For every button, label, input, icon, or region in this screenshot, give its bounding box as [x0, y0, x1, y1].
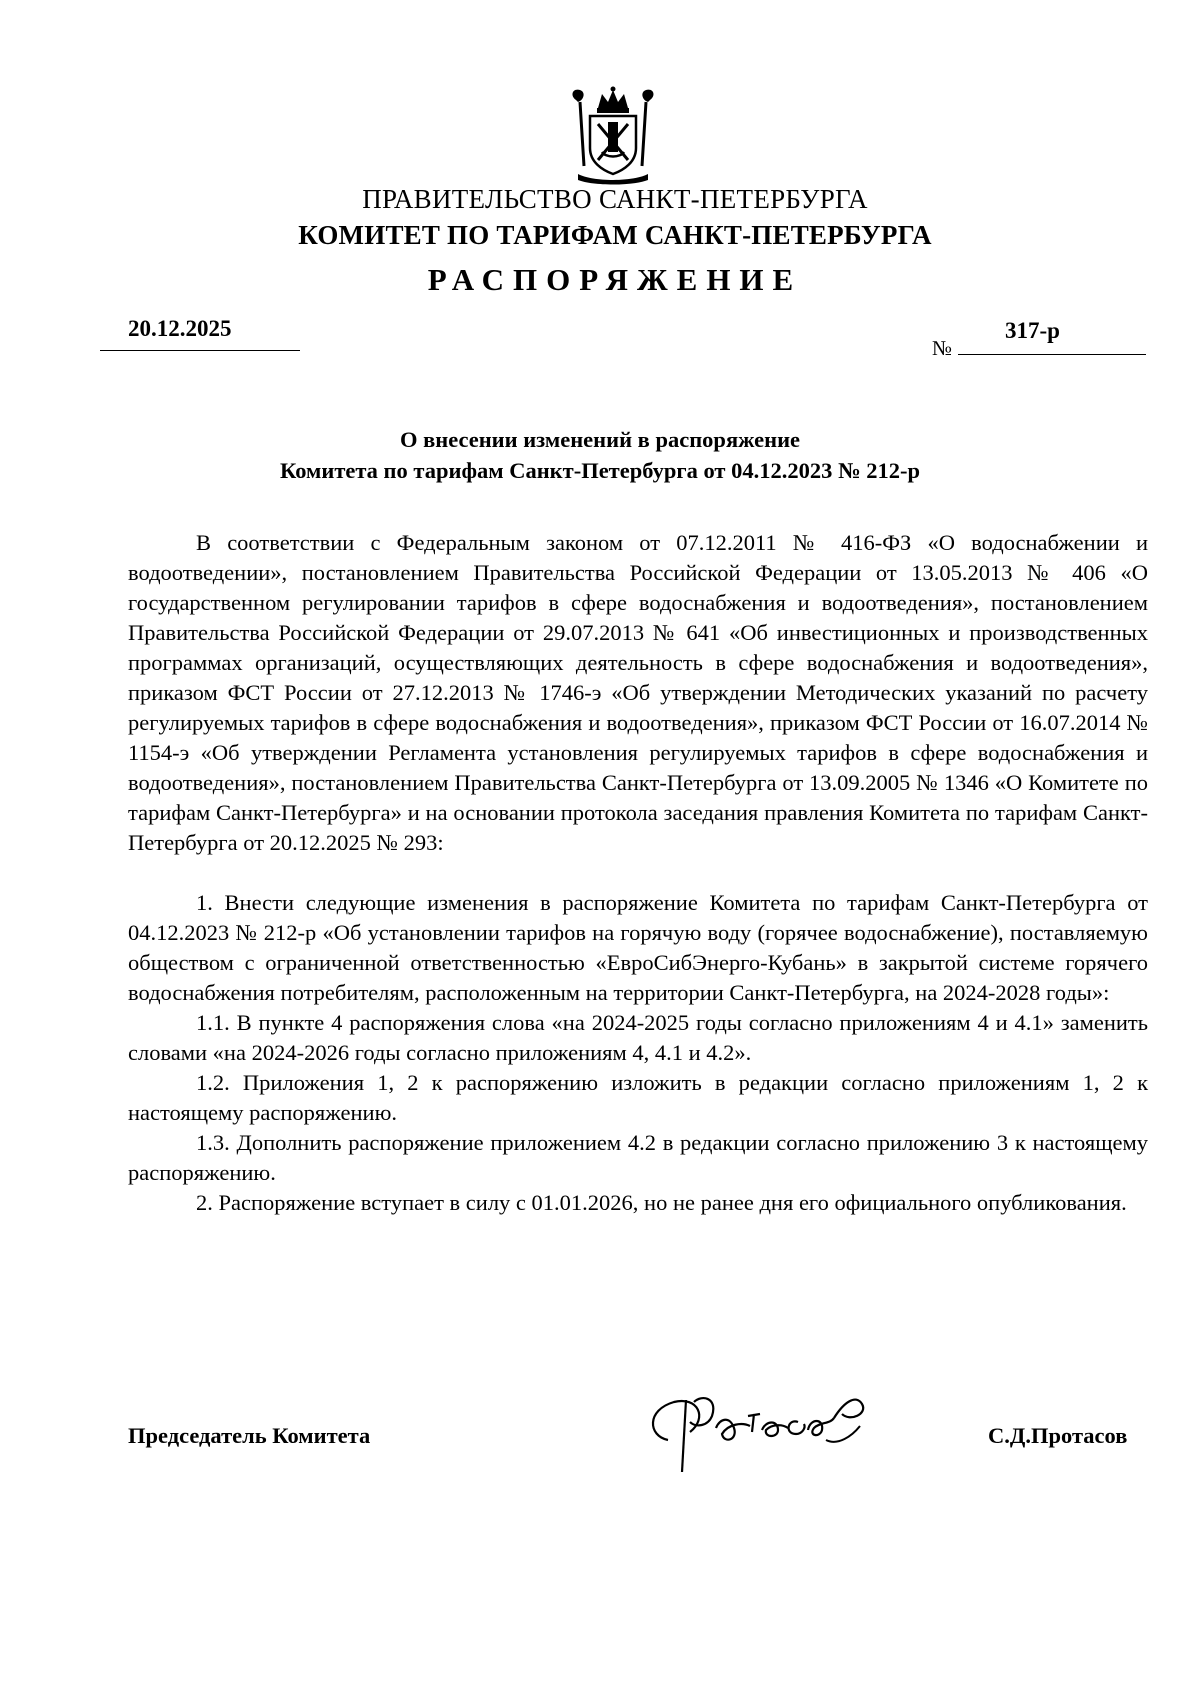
number-underline: [958, 354, 1146, 355]
government-name: ПРАВИТЕЛЬСТВО САНКТ-ПЕТЕРБУРГА: [362, 184, 868, 214]
handwritten-signature: [638, 1388, 893, 1478]
committee-name: КОМИТЕТ ПО ТАРИФАМ САНКТ-ПЕТЕРБУРГА: [298, 220, 932, 250]
document-type: РАСПОРЯЖЕНИЕ: [427, 262, 803, 297]
document-title: [0, 424, 1200, 486]
document-date: 20.12.2025: [128, 316, 232, 341]
saint-petersburg-coat-of-arms-icon: [568, 86, 658, 186]
title-line-2: Комитета по тарифам Санкт-Петербурга от 04.12.2023 № 212-р: [280, 458, 920, 483]
title-line-1: О внесении изменений в распоряжение: [399, 427, 801, 452]
signatory-position: Председатель Комитета: [128, 1423, 371, 1448]
signatory-name: С.Д.Протасов: [988, 1423, 1128, 1448]
preamble-paragraph: В соответствии с Федеральным законом от 07.12.2011 № 416-ФЗ «О водоснабжении и водоотведении», постановлением Правительства Российской Федерации от 13.05.2013 № 406 «О государственном регулировании тарифов в сфере водоснабжения и водоотведения», постановлением Правительства Российской Федерации от 29.07.2013 № 641 «Об инвестиционных и производственных программах организаций, осуществляющих деятельность в сфере водоснабжения и водоотведения», приказом ФСТ России от 27.12.2013 № 1746-э «Об утверждении Методических указаний по расчету регулируемых тарифов в сфере водоснабжения и водоотведения», приказом ФСТ России от 16.07.2014 № 1154-э «Об утверждении Регламента установления регулируемых тарифов в сфере водоснабжения и водоотведения», постановлением Правительства Санкт-Петербурга от 13.09.2005 № 1346 «О Комитете по тарифам Санкт-Петербурга» и на основании протокола заседания правления Комитета по тарифам Санкт-Петербурга от 20.12.2025 № 293:: [128, 530, 1148, 855]
clause-1-3: 1.3. Дополнить распоряжение приложением 4.2 в редакции согласно приложению 3 к настоящему распоряжению.: [128, 1130, 1148, 1185]
document-body: [128, 528, 1148, 1218]
clause-1-2: 1.2. Приложения 1, 2 к распоряжению изложить в редакции согласно приложениям 1, 2 к настоящему распоряжению.: [128, 1070, 1148, 1125]
document-number: 317-р: [1005, 318, 1060, 343]
clause-1-1: 1.1. В пункте 4 распоряжения слова «на 2024-2025 годы согласно приложениям 4 и 4.1» заменить словами «на 2024-2026 годы согласно приложениям 4, 4.1 и 4.2».: [128, 1010, 1148, 1065]
number-label: №: [932, 336, 953, 360]
clause-2: 2. Распоряжение вступает в силу с 01.01.2026, но не ранее дня его официального опубликования.: [196, 1190, 1127, 1215]
clause-1: 1. Внести следующие изменения в распоряжение Комитета по тарифам Санкт-Петербурга от 04.12.2023 № 212-р «Об установлении тарифов на горячую воду (горячее водоснабжение), поставляемую обществом с ограниченной ответственностью «ЕвроСибЭнерго-Кубань» в закрытой системе горячего водоснабжения потребителям, расположенным на территории Санкт-Петербурга, на 2024-2028 годы»:: [128, 890, 1148, 1005]
date-underline: [100, 350, 300, 351]
